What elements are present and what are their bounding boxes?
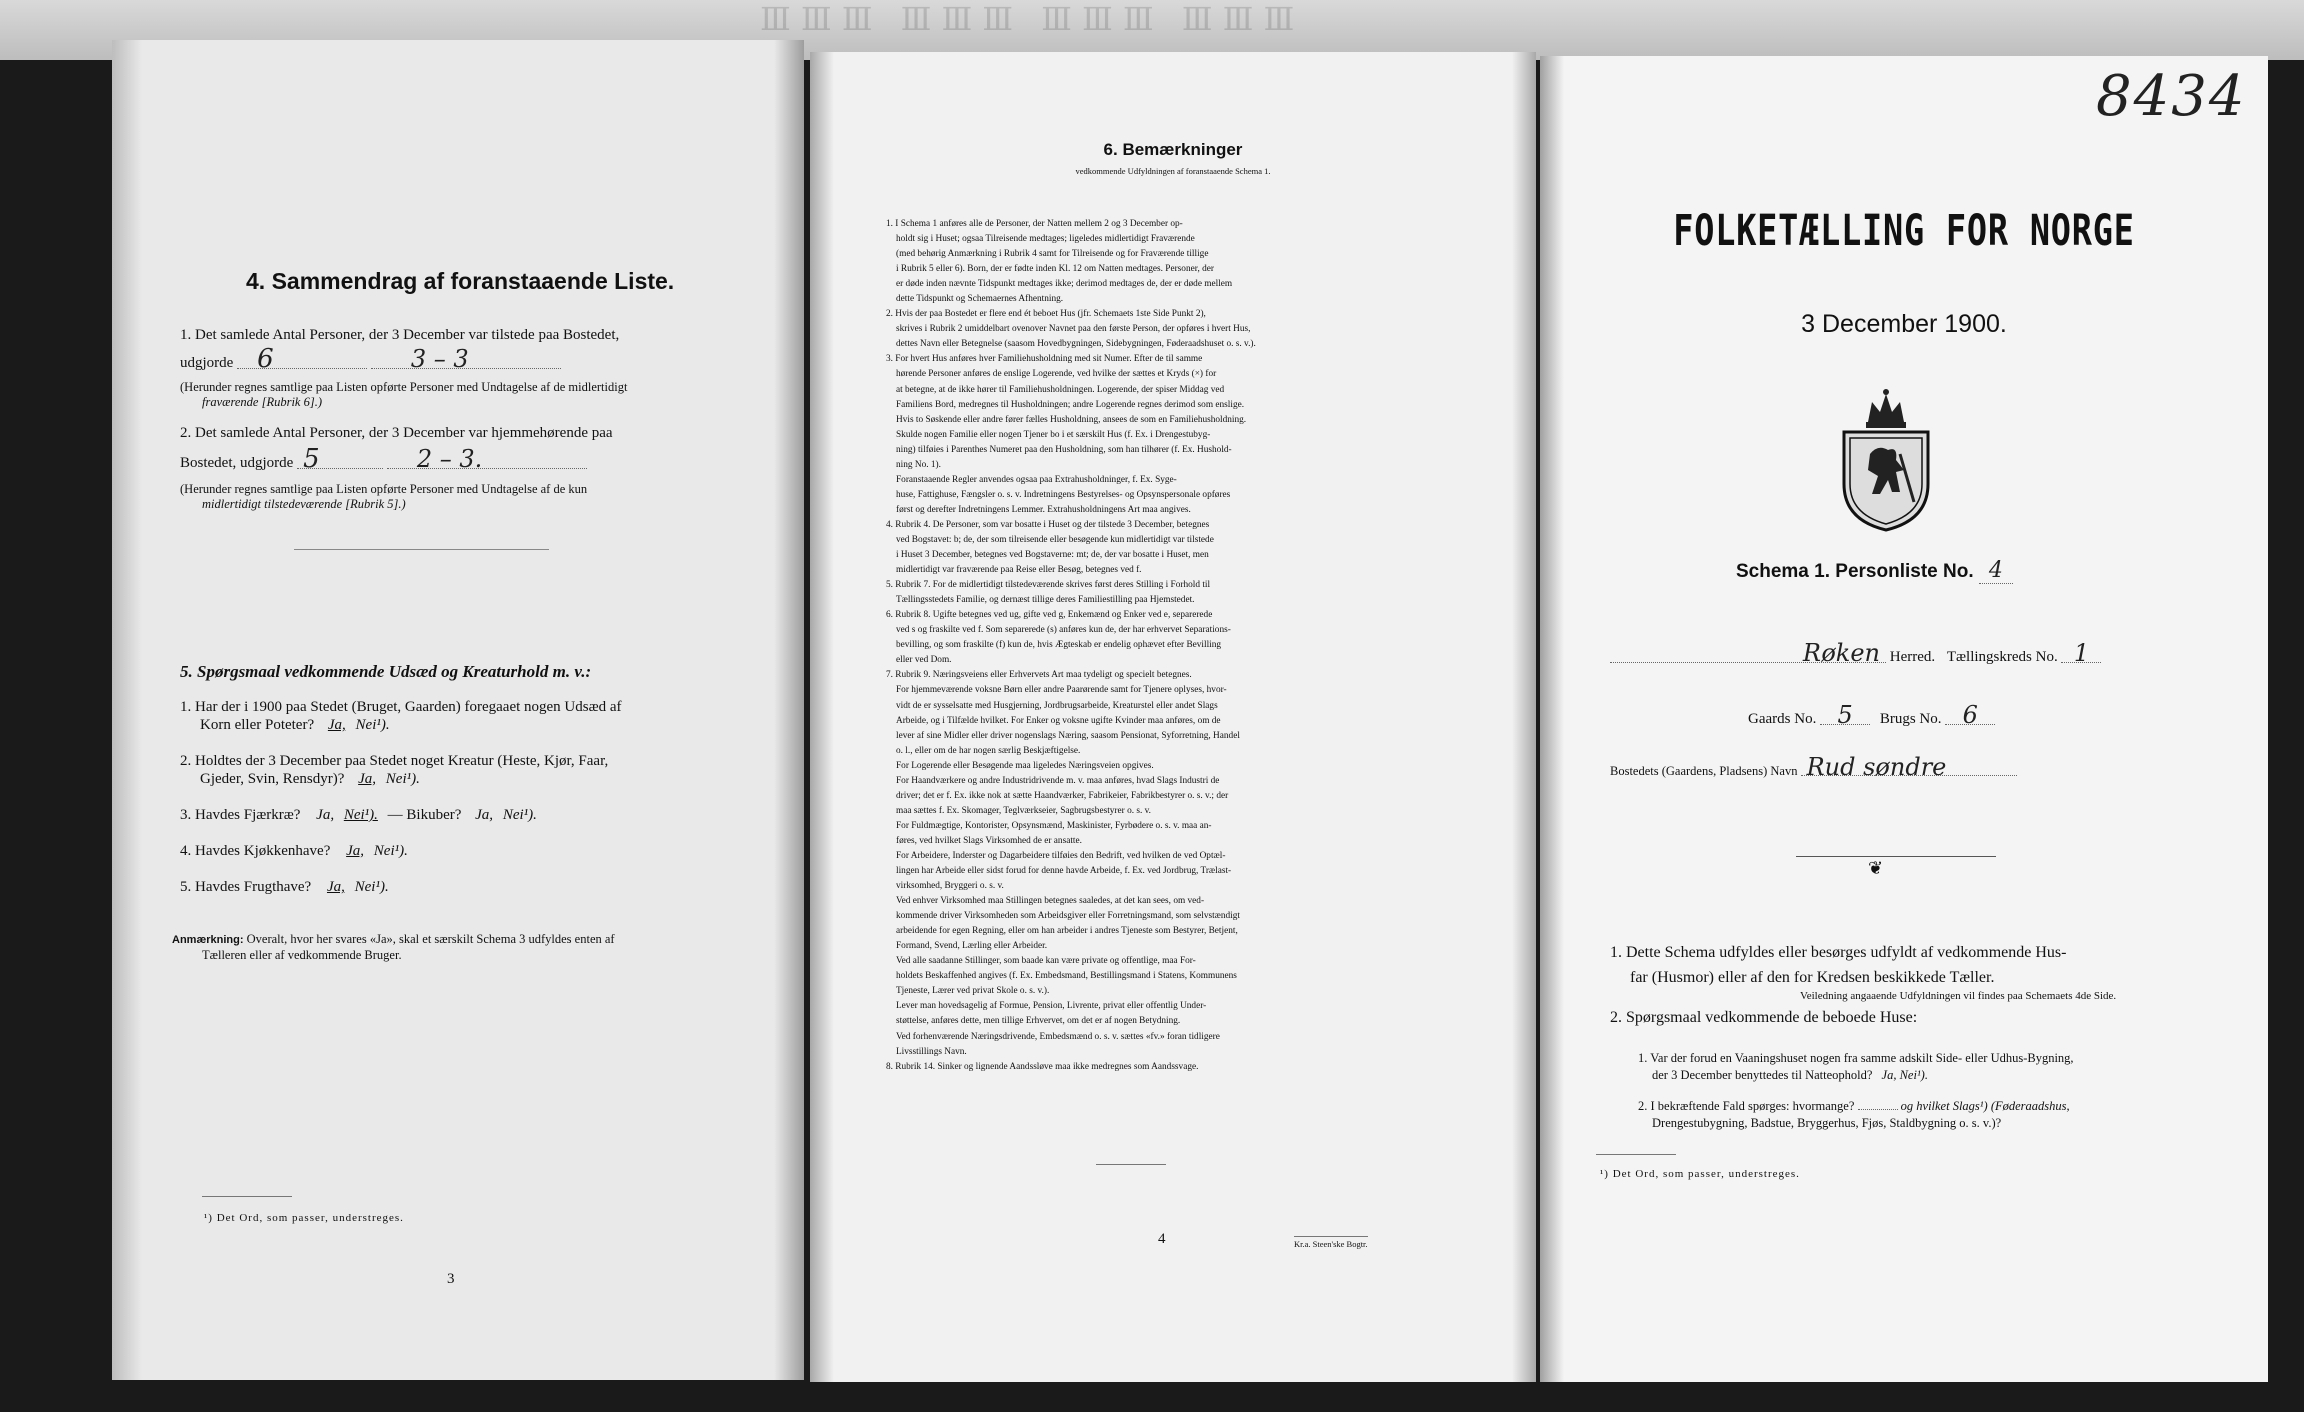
page-number: 3 bbox=[447, 1271, 455, 1287]
summary-q2-split: 2 – 3. bbox=[387, 450, 587, 469]
remark-line: Skulde nogen Familie eller nogen Tjener bo i et særskilt Hus (f. Ex. i Drengestubyg- bbox=[896, 429, 1211, 440]
remark-line: 4. Rubrik 4. De Personer, som var bosatte i Huset og der tilstede 3 December, betegnes bbox=[886, 519, 1210, 530]
summary-q1-label: udgjorde bbox=[180, 355, 234, 371]
remark-text-1: Overalt, hvor her svares «Ja», skal et særskilt Schema 3 udfyldes enten af bbox=[246, 932, 615, 946]
summary-q2 bbox=[180, 424, 770, 512]
summary-q1-split: 3 – 3 bbox=[371, 350, 561, 369]
bleed-through-text: ⅢⅢⅢ ⅢⅢⅢ ⅢⅢⅢ ⅢⅢⅢ bbox=[760, 1, 1305, 37]
printer-imprint: Kr.a. Steen'ske Bogtr. bbox=[1294, 1236, 1368, 1249]
ornament-icon: ❦ bbox=[1868, 858, 1884, 878]
taellingskreds-no: 1 bbox=[2061, 644, 2101, 663]
remark-line: Formand, Svend, Lærling eller Arbeider. bbox=[896, 941, 1048, 952]
remark-line: 8. Rubrik 14. Sinker og lignende Aandssløve maa ikke medregnes som Aandssvage. bbox=[886, 1061, 1199, 1072]
s5-q3-text: 3. Havdes Fjærkræ? bbox=[180, 807, 301, 823]
summary-q1-answer-row bbox=[180, 344, 760, 374]
remark-line: 2. Hvis der paa Bostedet er flere end ét beboet Hus (jfr. Schemaets 1ste Side Punkt 2), bbox=[886, 309, 1206, 320]
remark-line: føres, ved hvilket Slags Virksomhed de er ansatte. bbox=[896, 835, 1082, 846]
page-gutter-shadow bbox=[1540, 56, 1564, 1382]
herred-value: Røken bbox=[1610, 644, 1886, 663]
summary-q2-label: Bostedet, udgjorde bbox=[180, 455, 294, 471]
remark-line: 7. Rubrik 9. Næringsveiens eller Erhvervets Art maa tydeligt og specielt betegnes. bbox=[886, 670, 1192, 681]
remarks-subtitle: vedkommende Udfyldningen af foranstaaende Schema 1. bbox=[1075, 166, 1271, 176]
s5-q2-ja: Ja, bbox=[358, 771, 377, 787]
remark-line: Arbeide, og i Tilfælde hvilket. For Enker og voksne ugifte Kvinder maa anføres, om de bbox=[896, 715, 1221, 726]
instr-2: 2. Spørgsmaal vedkommende de beboede Huse: bbox=[1610, 1009, 1918, 1026]
remark-line: bevilling, og som fraskilte (f) kun de, hvis Ægteskab er endelig ophævet efter Bevilling bbox=[896, 640, 1222, 651]
gaards-no: 5 bbox=[1820, 706, 1870, 725]
remark-line: eller ved Dom. bbox=[896, 655, 952, 666]
summary-q1-note-1: (Herunder regnes samtlige paa Listen opførte Personer med Undtagelse af de midlertidigt bbox=[180, 380, 628, 394]
remark-line: skrives i Rubrik 2 umiddelbart ovenover Navnet paa den første Person, der opføres i hvert Hus, bbox=[896, 324, 1251, 335]
remark-line: 3. For hvert Hus anføres hver Familiehusholdning med sit Numer. Efter de til samme bbox=[886, 354, 1203, 365]
summary-q2-answer-row bbox=[180, 444, 770, 474]
remarks-title: 6. Bemærkninger bbox=[1103, 140, 1243, 159]
remark-line: dette Tidspunkt og Schemaernes Afhentning. bbox=[896, 294, 1064, 305]
form-title: FOLKETÆLLING FOR NORGE bbox=[1673, 206, 2135, 256]
page-4 bbox=[810, 52, 1536, 1382]
instr-2-q2-line-1: 2. I bekræftende Fald spørges: hvormange? bbox=[1638, 1099, 1855, 1113]
remark-line: 5. Rubrik 7. For de midlertidigt tilstedeværende skrives først deres Stilling i Forhold til bbox=[886, 580, 1211, 591]
s5-q3b-nei: Nei¹). bbox=[502, 807, 537, 823]
gaards-label: Gaards No. bbox=[1748, 711, 1817, 727]
personliste-no: 4 bbox=[1979, 558, 2013, 584]
summary-q2-note-1: (Herunder regnes samtlige paa Listen opførte Personer med Undtagelse af de kun bbox=[180, 482, 588, 496]
remark-line: i Huset 3 December, betegnes ved Bogstaverne: mt; de, der var bosatte i Huset, men bbox=[896, 550, 1209, 561]
s5-q3 bbox=[180, 806, 780, 824]
remark-line: er døde inden nævnte Tidspunkt medtages ikke; derimod medtages de, der er døde mellem bbox=[896, 279, 1233, 290]
remarks-list bbox=[886, 217, 1486, 1075]
remark-line: at betegne, at de ikke hører til Familiehusholdningen. Logerende, der spiser Middag ved bbox=[896, 384, 1225, 395]
instr-2-q1-line-1: 1. Var der forud en Vaaningshuset nogen fra samme adskilt Side- eller Udhus-Bygning, bbox=[1638, 1051, 2074, 1065]
remark-line: maa sættes f. Ex. Skomager, Teglværkseier, Sagbrugsbestyrer o. s. v. bbox=[896, 805, 1151, 816]
remark-line: ning No. 1). bbox=[896, 459, 941, 470]
instr-2-q2 bbox=[1638, 1098, 2258, 1115]
brugs-no: 6 bbox=[1945, 706, 1995, 725]
remark-line: holdt sig i Huset; ogsaa Tilreisende medtages; ligeledes midlertidigt Fraværende bbox=[896, 234, 1195, 245]
section-4-title: 4. Sammendrag af foranstaaende Liste. bbox=[246, 268, 675, 294]
footnote: ¹) Det Ord, som passer, understreges. bbox=[1600, 1168, 1800, 1180]
coat-of-arms-icon bbox=[1838, 384, 1934, 534]
s5-q3b-ja: Ja, bbox=[475, 807, 494, 823]
s5-q1-text: 1. Har der i 1900 paa Stedet (Bruget, Gaarden) foregaaet nogen Udsæd af bbox=[180, 699, 622, 715]
remark-line: arbeidende for egen Regning, eller om han arbeider i andres Tjeneste som Bestyrer, Betjent, bbox=[896, 926, 1238, 937]
schema-label: Schema 1. Personliste No. bbox=[1736, 561, 1974, 582]
remark-line: For hjemmeværende voksne Børn eller andre Paarørende samt for Tjenere oplyses, hvor- bbox=[896, 685, 1227, 696]
s5-q3-ja: Ja, bbox=[316, 807, 335, 823]
s5-q5 bbox=[180, 878, 780, 896]
s5-q1-text-2: Korn eller Poteter? bbox=[200, 717, 315, 733]
instr-2-q1-ja-nei: Ja, Nei¹). bbox=[1881, 1068, 1928, 1082]
remark-line: Ved forhenværende Næringsdrivende, Embedsmænd o. s. v. sættes «fv.» foran tidligere bbox=[896, 1031, 1220, 1042]
remark-line: Familiens Bord, medregnes til Husholdningen; andre Logerende regnes derimod som enslige. bbox=[896, 399, 1245, 410]
remark-line: driver; det er f. Ex. ikke nok at sætte Haandværker, Fabrikeier, Fabrikbestyrer o. s. v.; der bbox=[896, 790, 1229, 801]
footnote-rule bbox=[1596, 1154, 1676, 1155]
remark-line: Tjeneste, Lærer ved privat Skole o. s. v.). bbox=[896, 986, 1050, 997]
page-edge-shadow bbox=[112, 40, 142, 1380]
footnote: ¹) Det Ord, som passer, understreges. bbox=[204, 1212, 404, 1224]
remark-text-2: Tælleren eller af vedkommende Bruger. bbox=[202, 948, 402, 963]
instructions bbox=[1610, 940, 2250, 1030]
remark-line: Livsstillings Navn. bbox=[896, 1046, 967, 1057]
s5-q5-text: 5. Havdes Frugthave? bbox=[180, 879, 312, 895]
herred-row bbox=[1610, 639, 2260, 667]
summary-q1-note-2: fraværende [Rubrik 6].) bbox=[202, 395, 323, 410]
instr-1-line-2: far (Husmor) eller af den for Kredsen beskikkede Tæller. bbox=[1630, 969, 1995, 986]
instr-2-q1-line-2: der 3 December benyttedes til Natteophold? bbox=[1652, 1068, 1873, 1082]
s5-q2-text: 2. Holdtes der 3 December paa Stedet noget Kreatur (Heste, Kjør, Faar, bbox=[180, 753, 609, 769]
s5-q4 bbox=[180, 842, 780, 860]
remark-line: 1. I Schema 1 anføres alle de Personer, der Natten mellem 2 og 3 December op- bbox=[886, 219, 1183, 229]
s5-q3-nei: Nei¹). bbox=[343, 807, 378, 823]
summary-q1 bbox=[180, 326, 760, 410]
footnote-rule bbox=[202, 1196, 292, 1197]
remark-line: midlertidigt var fraværende paa Reise eller Besøg, betegnes ved f. bbox=[896, 565, 1142, 576]
remark-line: For Fuldmægtige, Kontorister, Opsynsmænd, Maskinister, Fyrbødere o. s. v. maa an- bbox=[896, 820, 1212, 831]
s5-q1-nei: Nei¹). bbox=[355, 717, 390, 733]
instr-1-line-1: 1. Dette Schema udfyldes eller besørges udfyldt af vedkommende Hus- bbox=[1610, 944, 2067, 961]
summary-q2-total: 5 bbox=[297, 450, 383, 469]
section-5-title: 5. Spørgsmaal vedkommende Udsæd og Kreaturhold m. v.: bbox=[180, 662, 592, 681]
s5-q2-nei: Nei¹). bbox=[385, 771, 420, 787]
bosted-row bbox=[1610, 753, 2017, 781]
s5-q5-nei: Nei¹). bbox=[354, 879, 389, 895]
remark-line: For Arbeidere, Inderster og Dagarbeidere tilføies den Bedrift, ved hvilken de ved Optæl- bbox=[896, 850, 1226, 861]
remark-line: For Haandværkere og andre Industridrivende m. v. maa anføres, hvad Slags Industri de bbox=[896, 775, 1220, 786]
census-date: 3 December 1900. bbox=[1801, 310, 2007, 338]
instr-2-q1-answer bbox=[1638, 1067, 2258, 1084]
s5-q5-ja: Ja, bbox=[326, 879, 345, 895]
instr-2-q2-line-2: Drengestubygning, Badstue, Bryggerhus, Fjøs, Staldbygning o. s. v.)? bbox=[1652, 1116, 2002, 1130]
remark-line: ved Bogstavet: b; de, der som tilreisende eller besøgende kun midlertidigt var tilstede bbox=[896, 534, 1214, 545]
instr-2-q2-mid: og hvilket Slags¹) (Føderaadshus, bbox=[1900, 1099, 2070, 1113]
s5-q4-nei: Nei¹). bbox=[373, 843, 408, 859]
remark-line: ved s og fraskilte ved f. Som separerede (s) anføres kun de, der har erhvervet Separations- bbox=[896, 625, 1231, 636]
remark-line: ning) tilføies i Parenthes Numeret paa den Husholdning, som han tilhører (f. Ex. Hushold- bbox=[896, 444, 1232, 455]
s5-q2-answer bbox=[180, 770, 780, 788]
remark-line: Foranstaaende Regler anvendes ogsaa paa Extrahusholdninger, f. Ex. Syge- bbox=[896, 474, 1177, 485]
s5-q4-text: 4. Havdes Kjøkkenhave? bbox=[180, 843, 331, 859]
brugs-label: Brugs No. bbox=[1879, 711, 1942, 727]
remark-line: Tællingsstedets Familie, og dernæst tillige deres Familiestilling paa Hjemstedet. bbox=[896, 595, 1195, 606]
schema-line bbox=[1736, 558, 2013, 584]
summary-q2-text: 2. Det samlede Antal Personer, der 3 December var hjemmehørende paa bbox=[180, 425, 613, 441]
remark-line: Ved alle saadanne Stillinger, som baade kan være private og offentlige, maa For- bbox=[896, 956, 1196, 967]
summary-q1-text: 1. Det samlede Antal Personer, der 3 December var tilstede paa Bostedet, bbox=[180, 327, 620, 343]
s5-q2-text-2: Gjeder, Svin, Rensdyr)? bbox=[200, 771, 345, 787]
divider bbox=[1096, 1164, 1166, 1165]
page-3 bbox=[112, 40, 804, 1380]
taellingskreds-label: Tællingskreds No. bbox=[1946, 649, 2058, 665]
instr-1-note: Veiledning angaaende Udfyldningen vil findes paa Schemaets 4de Side. bbox=[1800, 990, 2117, 1002]
s5-q1-answer bbox=[180, 716, 780, 734]
page-number: 4 bbox=[1158, 1231, 1166, 1247]
remark-line: Hvis to Søskende eller andre fører fælles Husholdning, ansees de som en Familiehusholdning. bbox=[896, 414, 1247, 425]
remark-line: lever af sine Midler eller driver nogenslags Næring, saasom Pensionat, Syforretning, Handel bbox=[896, 730, 1240, 741]
remark bbox=[172, 932, 772, 963]
remark-line: (med behørig Anmærkning i Rubrik 4 samt for Tilreisende og for Fraværende tillige bbox=[896, 249, 1209, 260]
s5-q4-ja: Ja, bbox=[346, 843, 365, 859]
remark-line: Lever man hovedsagelig af Formue, Pension, Livrente, privat eller offentlig Under- bbox=[896, 1001, 1207, 1012]
remark-label: Anmærkning: bbox=[172, 934, 244, 946]
divider bbox=[294, 549, 549, 550]
herred-label: Herred. bbox=[1889, 649, 1936, 665]
remark-line: i Rubrik 5 eller 6). Born, der er fødte inden Kl. 12 om Natten medtages. Personer, der bbox=[896, 264, 1214, 275]
section-5-questions bbox=[180, 698, 780, 896]
remark-line: først og derefter Indretningens Lemmer. Extrahusholdningens Art maa angives. bbox=[896, 504, 1191, 515]
remark-line: For Logerende eller Besøgende maa ligeledes Næringsveien opgives. bbox=[896, 760, 1154, 771]
remark-line: hørende Personer anføres de enslige Logerende, ved hvilke der sættes et Kryds (×) for bbox=[896, 369, 1217, 380]
s5-q1-ja: Ja, bbox=[327, 717, 346, 733]
bosted-label: Bostedets (Gaardens, Pladsens) Navn bbox=[1610, 764, 1798, 778]
remark-line: holdets Beskaffenhed angives (f. Ex. Embedsmand, Bestillingsmand i Statens, Kommunens bbox=[896, 971, 1237, 982]
remark-line: kommende driver Virksomheden som Arbeidsgiver eller Forretningsmand, som selvstændigt bbox=[896, 911, 1240, 922]
page-gutter-shadow bbox=[1512, 52, 1536, 1382]
remark-line: huse, Fattighuse, Fængsler o. s. v. Indretningens Bestyrelses- og Opsynspersonale opføres bbox=[896, 489, 1231, 500]
remark-line: Ved enhver Virksomhed maa Stillingen betegnes saaledes, at det kan sees, om ved- bbox=[896, 896, 1205, 907]
divider bbox=[1796, 856, 1996, 857]
instr-2-questions bbox=[1638, 1050, 2258, 1132]
summary-q1-total: 6 bbox=[237, 350, 367, 369]
bosted-value: Rud søndre bbox=[1801, 760, 2017, 776]
archive-number: 8434 bbox=[2096, 64, 2247, 129]
remark-line: støttelse, anføres dette, men tillige Erhvervet, om det er af nogen Betydning. bbox=[896, 1016, 1181, 1027]
summary-q2-note-2: midlertidigt tilstedeværende [Rubrik 5].) bbox=[202, 497, 406, 512]
remark-line: o. l., eller om de har nogen særlig Beskjæftigelse. bbox=[896, 745, 1081, 756]
remark-line: virksomhed, Bryggeri o. s. v. bbox=[896, 881, 1004, 892]
remark-line: lingen har Arbeide eller sidst forud for denne havde Arbeide, f. Ex. ved Jordbrug, Trælast- bbox=[896, 866, 1232, 877]
remark-line: 6. Rubrik 8. Ugifte betegnes ved ug, gifte ved g, Enkemænd og Enker ved e, separerede bbox=[886, 610, 1213, 621]
remark-line: dettes Navn eller Betegnelse (saasom Hovedbygningen, Sidebygningen, Føderaadshuset o. s. v.). bbox=[896, 339, 1256, 350]
remark-line: vidt de er sysselsatte med Husgjerning, Jordbrugsarbeide, Kreaturstel eller andet Slags bbox=[896, 700, 1218, 711]
gaards-row bbox=[1748, 701, 1995, 729]
s5-q3-bikuber: — Bikuber? bbox=[387, 807, 462, 823]
page-gutter-shadow bbox=[810, 52, 834, 1382]
page-1-cover bbox=[1540, 56, 2268, 1382]
